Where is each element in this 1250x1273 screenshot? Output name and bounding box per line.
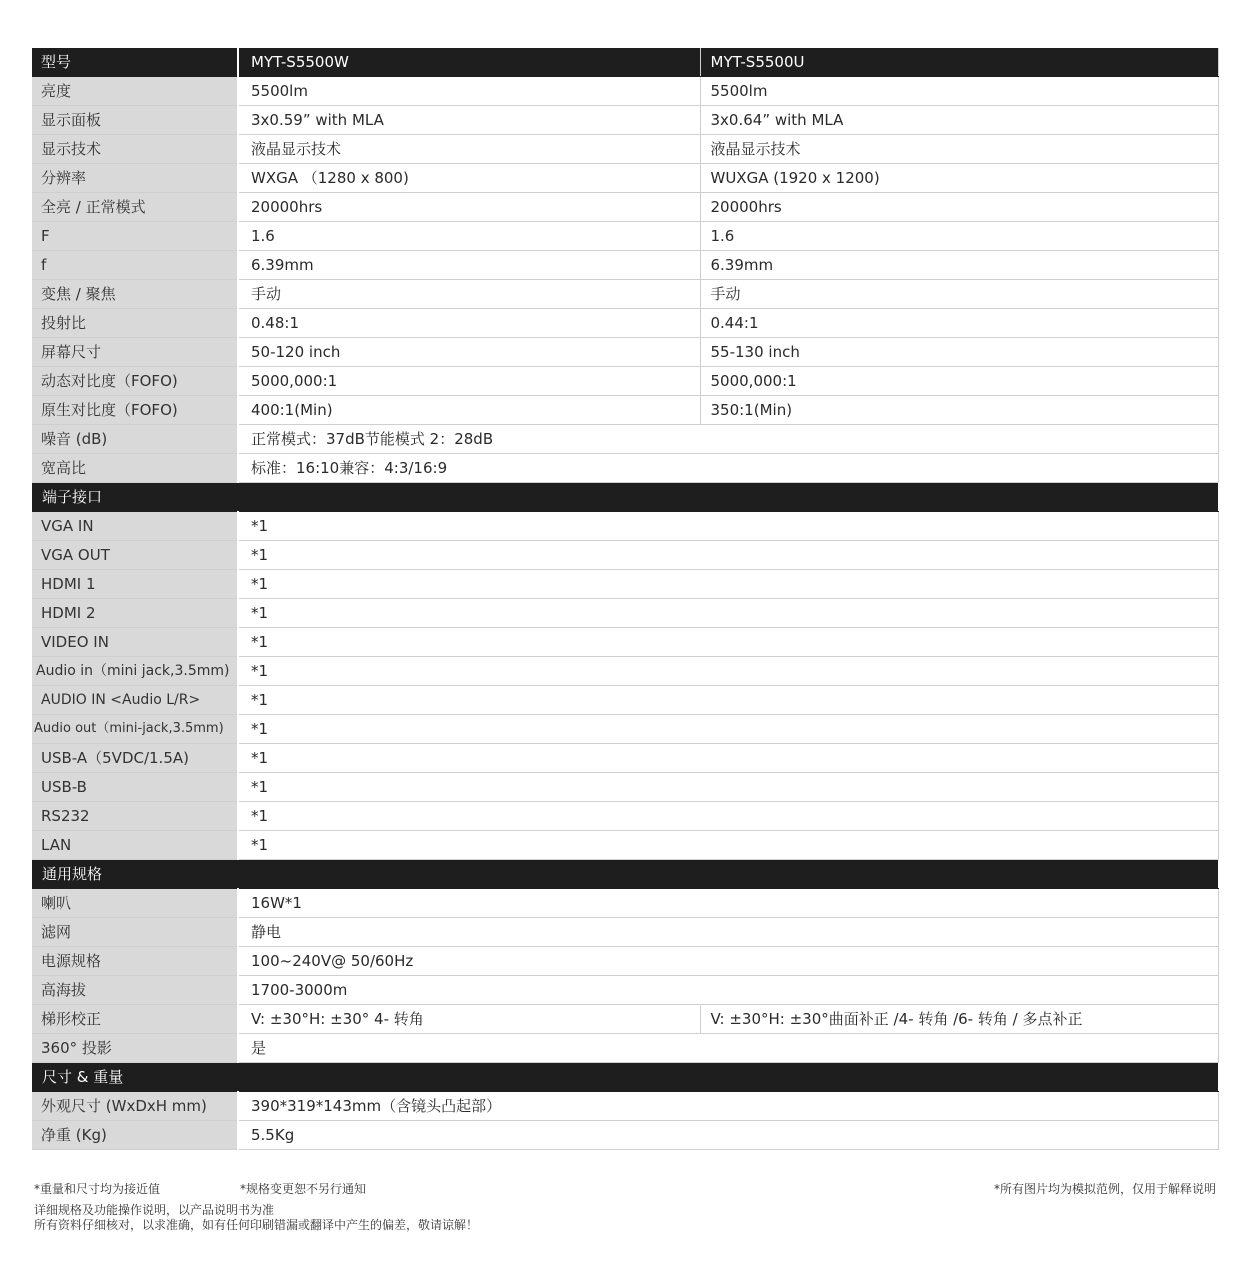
footnote-change: *规格变更恕不另行通知	[240, 1182, 367, 1196]
row-value: *1	[238, 628, 1218, 657]
row-label: F	[32, 222, 238, 251]
table-row	[32, 164, 1218, 193]
row-label: 高海拔	[32, 976, 238, 1005]
row-label: 原生对比度（FOFO)	[32, 396, 238, 425]
row-value-b: 350:1(Min)	[700, 396, 1218, 425]
section-title: 端子接口	[32, 483, 1218, 512]
table-row	[32, 599, 1218, 628]
table-row	[32, 309, 1218, 338]
row-label: 亮度	[32, 77, 238, 106]
row-value: *1	[238, 831, 1218, 860]
section-title: 尺寸 & 重量	[32, 1063, 1218, 1092]
row-label: 显示技术	[32, 135, 238, 164]
row-value: 16W*1	[238, 889, 1218, 918]
row-label: 显示面板	[32, 106, 238, 135]
row-label: 噪音 (dB)	[32, 425, 238, 454]
table-row	[32, 135, 1218, 164]
row-label: LAN	[32, 831, 238, 860]
row-value-a: V: ±30°H: ±30° 4- 转角	[238, 1005, 700, 1034]
row-value-b: 55-130 inch	[700, 338, 1218, 367]
row-value-a: 50-120 inch	[238, 338, 700, 367]
header-label: 型号	[32, 48, 238, 77]
row-value: *1	[238, 773, 1218, 802]
row-value-b: 手动	[700, 280, 1218, 309]
section-title: 通用规格	[32, 860, 1218, 889]
row-label: 电源规格	[32, 947, 238, 976]
row-label: 梯形校正	[32, 1005, 238, 1034]
table-row	[32, 338, 1218, 367]
row-value: 是	[238, 1034, 1218, 1063]
row-label: 360° 投影	[32, 1034, 238, 1063]
row-value: *1	[238, 541, 1218, 570]
table-row	[32, 541, 1218, 570]
table-row	[32, 889, 1218, 918]
row-label: USB-B	[32, 773, 238, 802]
row-label: VGA OUT	[32, 541, 238, 570]
row-value-b: 0.44:1	[700, 309, 1218, 338]
footnote-images: *所有图片均为模拟范例，仅用于解释说明	[993, 1182, 1216, 1196]
table-row	[32, 222, 1218, 251]
table-row	[32, 106, 1218, 135]
row-label: 变焦 / 聚焦	[32, 280, 238, 309]
row-value: *1	[238, 686, 1218, 715]
row-value: *1	[238, 570, 1218, 599]
section-header-ports	[32, 483, 1218, 512]
table-row	[32, 251, 1218, 280]
row-label: USB-A（5VDC/1.5A)	[32, 744, 238, 773]
table-row	[32, 802, 1218, 831]
row-value: *1	[238, 512, 1218, 541]
row-label: 外观尺寸 (WxDxH mm)	[32, 1092, 238, 1121]
table-row	[32, 976, 1218, 1005]
row-value: 390*319*143mm（含镜头凸起部）	[238, 1092, 1218, 1121]
row-label: 分辨率	[32, 164, 238, 193]
row-label: 投射比	[32, 309, 238, 338]
section-header-general	[32, 860, 1218, 889]
section-header-size	[32, 1063, 1218, 1092]
row-value-a: 5500lm	[238, 77, 700, 106]
table-row	[32, 686, 1218, 715]
row-value-a: 手动	[238, 280, 700, 309]
row-label: Audio in（mini jack,3.5mm)	[32, 657, 238, 686]
spec-table	[32, 48, 1219, 1150]
row-value-b: 液晶显示技术	[700, 135, 1218, 164]
row-label: 动态对比度（FOFO)	[32, 367, 238, 396]
row-value-b: V: ±30°H: ±30°曲面补正 /4- 转角 /6- 转角 / 多点补正	[700, 1005, 1218, 1034]
table-row	[32, 1121, 1218, 1150]
table-row	[32, 193, 1218, 222]
row-value-b: 20000hrs	[700, 193, 1218, 222]
row-value: 5.5Kg	[238, 1121, 1218, 1150]
row-label: HDMI 1	[32, 570, 238, 599]
footnote-line2: 所有资料仔细核对，以求准确，如有任何印刷错漏或翻译中产生的偏差，敬请谅解！	[34, 1218, 479, 1232]
row-value-b: 5500lm	[700, 77, 1218, 106]
row-value-a: WXGA （1280 x 800)	[238, 164, 700, 193]
row-value-a: 400:1(Min)	[238, 396, 700, 425]
model-b: MYT-S5500U	[700, 48, 1218, 77]
row-value-a: 0.48:1	[238, 309, 700, 338]
table-row	[32, 947, 1218, 976]
row-label: VGA IN	[32, 512, 238, 541]
row-label: 净重 (Kg)	[32, 1121, 238, 1150]
table-row	[32, 657, 1218, 686]
row-value-b: 3x0.64” with MLA	[700, 106, 1218, 135]
row-value-a: 1.6	[238, 222, 700, 251]
table-row	[32, 715, 1218, 744]
table-row	[32, 744, 1218, 773]
row-value-a: 液晶显示技术	[238, 135, 700, 164]
row-label: AUDIO IN <Audio L/R>	[32, 686, 238, 715]
table-row	[32, 454, 1218, 483]
row-label: f	[32, 251, 238, 280]
table-row	[32, 1034, 1218, 1063]
row-value: *1	[238, 744, 1218, 773]
table-row	[32, 1092, 1218, 1121]
table-row	[32, 831, 1218, 860]
row-value-a: 3x0.59” with MLA	[238, 106, 700, 135]
table-row	[32, 918, 1218, 947]
row-label: Audio out（mini-jack,3.5mm)	[32, 715, 238, 744]
row-value-b: 5000,000:1	[700, 367, 1218, 396]
row-value-a: 5000,000:1	[238, 367, 700, 396]
row-value: 1700-3000m	[238, 976, 1218, 1005]
table-row	[32, 280, 1218, 309]
row-value: *1	[238, 715, 1218, 744]
row-value-a: 20000hrs	[238, 193, 700, 222]
row-value-a: 6.39mm	[238, 251, 700, 280]
row-label: 全亮 / 正常模式	[32, 193, 238, 222]
row-label: RS232	[32, 802, 238, 831]
row-value-b: WUXGA (1920 x 1200)	[700, 164, 1218, 193]
table-row	[32, 512, 1218, 541]
footnote-weight: *重量和尺寸均为接近值	[34, 1182, 161, 1196]
row-value: *1	[238, 802, 1218, 831]
table-row	[32, 77, 1218, 106]
row-value: 100~240V@ 50/60Hz	[238, 947, 1218, 976]
row-value: 正常模式：37dB节能模式 2：28dB	[238, 425, 1218, 454]
footnote-line1: 详细规格及功能操作说明，以产品说明书为准	[34, 1203, 275, 1217]
table-row	[32, 367, 1218, 396]
row-value-b: 1.6	[700, 222, 1218, 251]
row-label: HDMI 2	[32, 599, 238, 628]
row-label: 宽高比	[32, 454, 238, 483]
row-label: VIDEO IN	[32, 628, 238, 657]
row-value: 静电	[238, 918, 1218, 947]
table-row	[32, 773, 1218, 802]
table-row	[32, 1005, 1218, 1034]
table-row	[32, 570, 1218, 599]
row-value-b: 6.39mm	[700, 251, 1218, 280]
row-value: *1	[238, 599, 1218, 628]
header-row	[32, 48, 1218, 77]
model-a: MYT-S5500W	[238, 48, 700, 77]
row-label: 滤网	[32, 918, 238, 947]
row-label: 屏幕尺寸	[32, 338, 238, 367]
table-row	[32, 425, 1218, 454]
row-value: 标准：16:10兼容：4:3/16:9	[238, 454, 1218, 483]
table-row	[32, 628, 1218, 657]
row-label: 喇叭	[32, 889, 238, 918]
row-value: *1	[238, 657, 1218, 686]
table-row	[32, 396, 1218, 425]
